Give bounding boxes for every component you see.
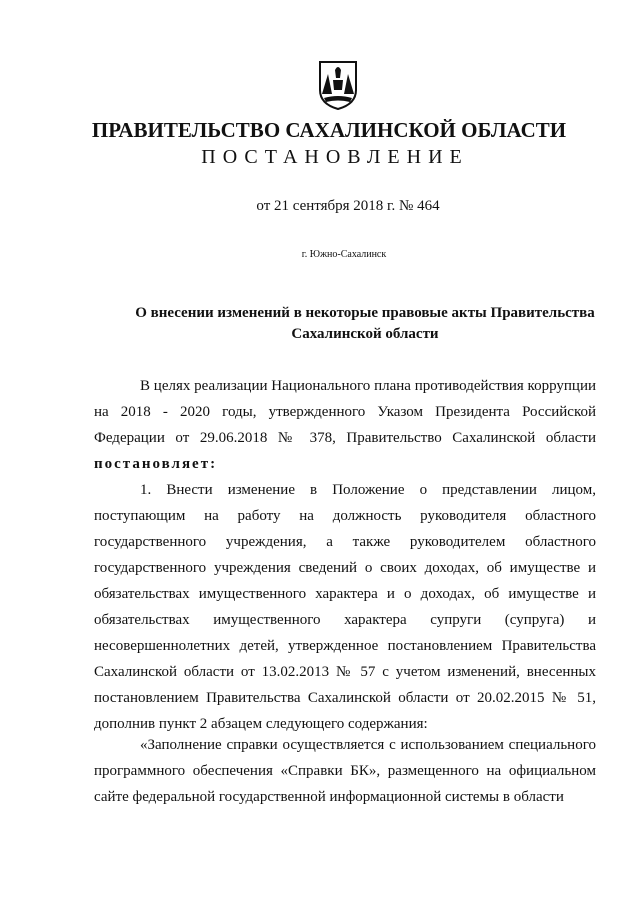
document-type: ПОСТАНОВЛЕНИЕ xyxy=(201,146,469,168)
item-1-paragraph xyxy=(94,477,596,737)
item-1-text: 1. Внести изменение в Положение о представлении лицом, поступающим на работу на должность руководителя областного государственного учреждения, а также руководителем областного государственного учреждения сведений о своих доходах, об имуществе и обязательствах имущественного характера и о доходах, об имуществе и обязательствах имущественного характера супруги (супруга) и несовершеннолетних детей, утвержденное постановлением Правительства Сахалинской области от 13.02.2013 № 57 с учетом изменений, внесенных постановлением Правительства Сахалинской области от 20.02.2015 № 51, дополнив пункт 2 абзацем следующего содержания: xyxy=(94,482,596,732)
preamble-paragraph xyxy=(94,373,596,477)
quote-text: «Заполнение справки осуществляется с использованием специального программного обеспечения «Справки БК», размещенного на официальном сайте федеральной государственной информационной системы в области xyxy=(94,737,596,805)
preamble-emphasis: постановляет: xyxy=(94,456,218,472)
document-subject: О внесении изменений в некоторые правовые акты Правительства Сахалинской области xyxy=(135,305,595,342)
preamble-text: В целях реализации Национального плана противодействия коррупции на 2018 - 2020 годы, утвержденного Указом Президента Российской Федерации от 29.06.2018 № 378, Правительство Сахалинской области xyxy=(94,378,596,446)
quote-paragraph xyxy=(94,732,596,810)
document-date-number: от 21 сентября 2018 г. № 464 xyxy=(256,198,440,214)
sakhalin-coat-of-arms-icon xyxy=(318,60,358,110)
issue-city: г. Южно-Сахалинск xyxy=(301,249,387,260)
government-title: ПРАВИТЕЛЬСТВО САХАЛИНСКОЙ ОБЛАСТИ xyxy=(91,118,567,142)
